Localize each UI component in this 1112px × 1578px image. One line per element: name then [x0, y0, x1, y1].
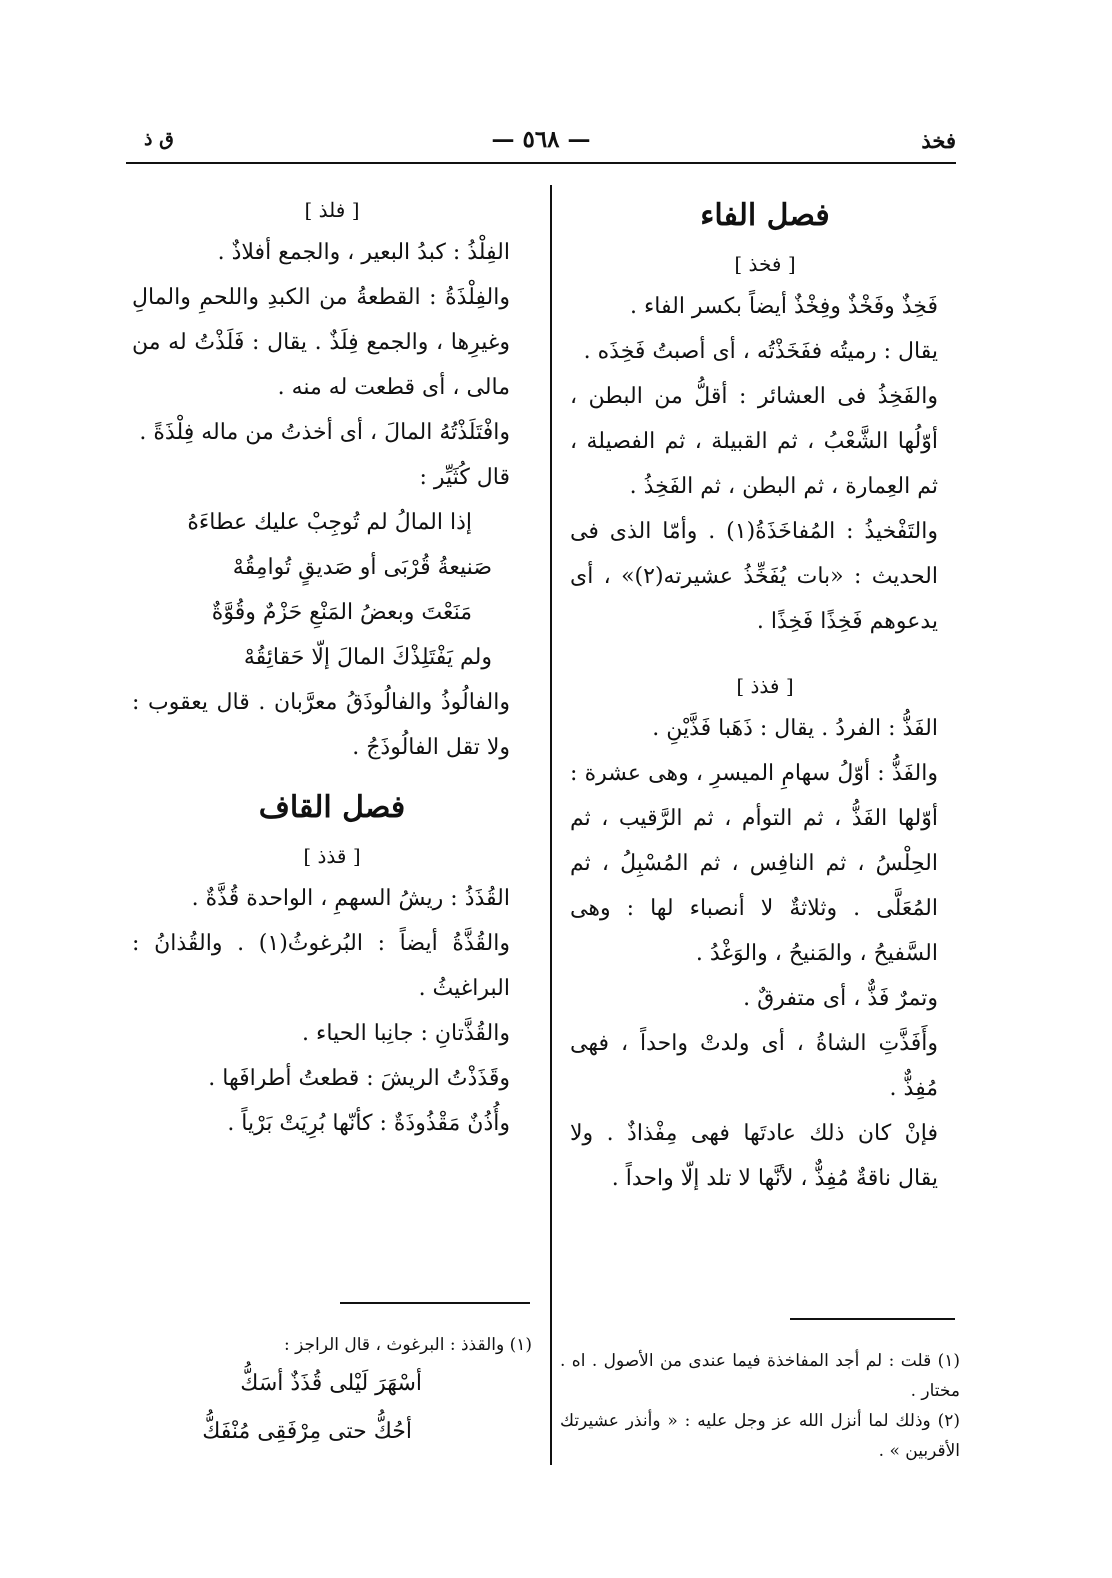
entry-paragraph: والقُذَّةُ أيضاً : البُرغوثُ(١) . والقُذانُ : البراغيثُ .	[132, 931, 510, 1001]
entry-paragraph: والقُذَّتانِ : جانِبا الحياء .	[302, 1021, 510, 1046]
section-title-qaf: فصل القاف	[258, 790, 406, 825]
entry-paragraph: والفَذُّ : أوّلُ سهامِ الميسرِ ، وهى عشرة : أوّلها الفَذُّ ، ثم التوأم ، ثم الرَّقيب ، ثم الحِلْسُ ، ثم النافِس ، ثم المُسْبِلُ ، ثم المُعَلَّى . وثلاثةٌ لا أنصباء لها : وهى السَّفيحُ ، والمَنيحُ ، والوَغْدُ .	[570, 761, 938, 966]
header-root-letters: ق ذ	[144, 128, 174, 150]
verse-line: مَنَعْتَ وبعضُ المَنْعِ حَزْمٌ وقُوَّةٌ	[211, 600, 472, 625]
right-column	[570, 190, 960, 1201]
entry-paragraph: وتمرٌ فَذٌّ ، أى متفرقٌ .	[743, 986, 938, 1011]
entry-paragraph: والفِلْذَةُ : القطعةُ من الكبدِ واللحمِ والمالِ وغيرِها ، والجمع فِلَذٌ . يقال : فَلَذْتُ له من مالى ، أى قطعت له منه .	[132, 285, 510, 400]
entry-title-fldh: [ فلذ ]	[304, 198, 360, 222]
left-column	[132, 190, 532, 1146]
entry-title-qdhdh: [ قذذ ]	[303, 844, 361, 868]
entry-paragraph: الفِلْذُ : كبدُ البعير ، والجمع أفلاذٌ .	[217, 240, 510, 265]
page-number: — ٥٦٨ —	[491, 126, 591, 153]
right-footnotes	[560, 1346, 960, 1466]
entry-title-fdhdh: [ فذذ ]	[736, 674, 794, 698]
entry-paragraph: والفالُوذُ والفالُوذَقُ معرَّبان . قال يعقوب : ولا تقل الفالُوذَجُ .	[132, 690, 510, 760]
footnote: (١) قلت : لم أجد المفاخذة فيما عندى من الأصول . اه . مختار .	[560, 1351, 960, 1401]
footnote-rule	[340, 1302, 530, 1304]
left-footnotes	[132, 1330, 532, 1456]
entry-paragraph: فَخِذٌ وفَخْذٌ وفِخْذٌ أيضاً بكسر الفاء .	[629, 294, 938, 319]
entry-title-fkhdh: [ فخذ ]	[734, 252, 796, 276]
running-head	[126, 128, 956, 164]
entry-paragraph: وافْتَلَذْتُهُ المالَ ، أى أخذتُ من ماله فِلْذَةً .	[139, 420, 510, 445]
header-root-word: فخذ	[921, 128, 956, 153]
footnote: (١) والقذذ : البرغوث ، قال الراجز :	[283, 1335, 532, 1355]
verse-line: صَنيعةُ قُرْبَى أو صَديقٍ تُوامِقُهْ	[232, 555, 492, 580]
entry-paragraph: يقال : رميتُه ففَخَذْتُه ، أى أصبتُ فَخِذَه .	[583, 339, 938, 364]
footnote-verse-line: أسْهَرَ لَيْلى قُذَذٌ أسَكُّ	[240, 1371, 422, 1396]
entry-paragraph: القُذَذُ : ريشُ السهمِ ، الواحدة قُذَّةٌ .	[191, 886, 510, 911]
entry-paragraph: قال كُثَيِّر :	[419, 465, 510, 490]
entry-paragraph: الفَذُّ : الفردُ . يقال : ذَهَبا فَذَّيْنِ .	[652, 716, 938, 741]
footnote-verse-line: أحُكُّ حتى مِرْفَقِى مُنْفَكُّ	[202, 1419, 412, 1444]
verse-line: إذا المالُ لم تُوجِبْ عليك عطاءَهُ	[187, 510, 472, 535]
entry-paragraph: والتَفْخيذُ : المُفاخَذَةُ(١) . وأمّا الذى فى الحديث : «بات يُفَخِّذُ عشيرته(٢)» ، أى يدعوهم فَخِذًا فَخِذًا .	[570, 519, 938, 634]
verse-line: ولم يَفْتَلِذْكَ المالَ إلّا حَقائِقُهْ	[243, 645, 492, 670]
entry-paragraph: فإنْ كان ذلك عادتَها فهى مِفْذاذٌ . ولا يقال ناقةٌ مُفِذٌّ ، لأنَّها لا تلد إلّا واحداً .	[570, 1121, 938, 1191]
entry-paragraph: وقَذَذْتُ الريشَ : قطعتُ أطرافَها .	[208, 1066, 510, 1091]
footnote: (٢) وذلك لما أنزل الله عز وجل عليه : « وأنذر عشيرتك الأقربين » .	[560, 1411, 960, 1461]
entry-paragraph: وأُذُنٌ مَقْذُوذَةٌ : كأنّها بُرِيَتْ بَرْياً .	[227, 1111, 510, 1136]
entry-paragraph: وأَفَذَّتِ الشاةُ ، أى ولدتْ واحداً ، فهى مُفِذٌّ .	[570, 1031, 938, 1101]
section-title-fa: فصل الفاء	[700, 198, 830, 233]
entry-paragraph: والفَخِذُ فى العشائر : أقلُّ من البطن ، أوّلُها الشَّعْبُ ، ثم القبيلة ، ثم الفصيلة ، ثم العِمارة ، ثم البطن ، ثم الفَخِذُ .	[570, 384, 938, 499]
column-divider	[550, 185, 552, 1465]
footnote-rule	[790, 1318, 955, 1320]
